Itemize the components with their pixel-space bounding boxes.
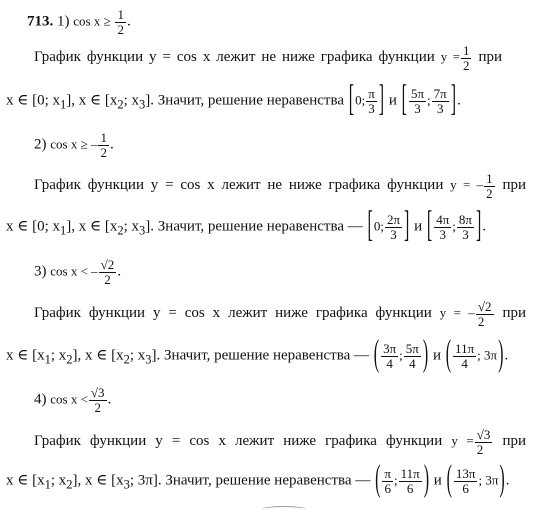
math-text: y = –: [450, 177, 484, 193]
math-text: 1: [44, 352, 51, 367]
math-text: 5π: [405, 341, 419, 356]
math-text: ]. Значит, решение неравенства —: [145, 218, 363, 235]
part-4-answer: [6, 460, 510, 500]
math-text: ; x: [123, 92, 140, 109]
math-text: 2: [117, 97, 124, 112]
math-text: ; x: [129, 347, 146, 364]
math-text: 7π: [433, 86, 447, 101]
fraction: [399, 467, 422, 495]
math-text: ; 3π: [477, 347, 498, 363]
inequality-1: cos x ≥: [73, 13, 111, 29]
math-text: cos x ≥ –: [50, 136, 98, 152]
math-text: x ∈ [x: [6, 472, 45, 489]
math-text: ;: [393, 472, 398, 488]
math-text: x ∈ [0; x: [6, 218, 61, 235]
math-text: 2: [100, 144, 107, 160]
math-text: 11π: [400, 466, 420, 481]
math-text: ]. Значит, решение неравенства —: [151, 347, 369, 364]
math-text: 3: [390, 226, 397, 242]
math-text: √2: [100, 257, 115, 272]
math-text: 2: [66, 477, 73, 492]
math-text: 8π: [458, 212, 472, 227]
math-text: 4: [409, 355, 416, 371]
math-text: 4π: [436, 212, 450, 227]
math-text: 3: [436, 100, 444, 116]
math-text: при: [502, 433, 526, 450]
fraction: [115, 8, 126, 36]
math-text: π: [384, 466, 391, 481]
math-text: .: [109, 136, 114, 153]
math-text: 3: [123, 477, 130, 492]
math-text: .: [457, 92, 461, 109]
math-text: 1: [100, 130, 107, 145]
math-text: 3: [139, 223, 146, 238]
fraction: [457, 213, 474, 241]
fraction: [432, 87, 449, 115]
math-text: при: [502, 305, 527, 322]
math-text: 0;: [355, 92, 366, 108]
part-2-answer: [6, 206, 487, 246]
math-text: 5π: [410, 86, 425, 101]
math-text: x ∈ [0; x: [6, 92, 61, 109]
math-text: ; x: [123, 218, 140, 235]
math-text: ], x ∈ [x: [66, 218, 118, 235]
fraction: [381, 342, 398, 370]
math-text: ;: [399, 347, 403, 363]
part-3-header: [34, 258, 121, 286]
math-text: y =: [451, 433, 474, 449]
part-2-header: [34, 131, 114, 159]
part-4-header: [34, 386, 111, 414]
bracket: ): [423, 460, 430, 500]
math-text: 2: [123, 352, 130, 367]
math-text: √3: [90, 385, 105, 400]
math-text: 2: [94, 399, 101, 415]
math-text: ], x ∈ [x: [72, 472, 124, 489]
fraction: [434, 213, 451, 241]
math-text: √2: [477, 299, 492, 314]
bracket: [: [401, 80, 407, 120]
fraction: [404, 342, 421, 370]
math-text: 11π: [455, 341, 475, 356]
math-text: 1: [117, 7, 124, 22]
math-text: √3: [476, 427, 491, 442]
math-text: ; 3π]. Значит, решение неравенства —: [129, 472, 371, 489]
math-text: 4: [386, 355, 393, 371]
fraction: [99, 258, 117, 286]
math-text: 3: [414, 100, 421, 116]
math-text: 2: [66, 352, 73, 367]
sentence-text: График функции y = cos x лежит не ниже графика функции: [34, 49, 435, 66]
math-text: 1: [60, 223, 67, 238]
math-text: 2: [117, 21, 124, 37]
math-text: и: [432, 347, 441, 364]
math-text: ; x: [50, 347, 67, 364]
math-text: x ∈ [x: [6, 347, 45, 364]
problem-number: 713.: [27, 13, 54, 30]
fraction: [98, 131, 109, 159]
math-text: ], x ∈ [x: [72, 347, 124, 364]
fraction: [453, 342, 476, 370]
bracket: (: [446, 460, 452, 500]
math-text: 2: [476, 441, 484, 457]
math-text: 0;: [373, 218, 384, 234]
part-3-sentence: [34, 300, 526, 328]
math-text: 4): [34, 391, 47, 408]
bracket: ): [498, 335, 504, 375]
part-3-answer: [6, 335, 509, 375]
fraction: [476, 300, 494, 328]
bracket: (: [375, 460, 381, 500]
math-text: 2: [104, 271, 111, 287]
bracket: ]: [450, 80, 457, 120]
fraction: [382, 467, 393, 495]
bracket: ): [422, 335, 429, 375]
math-text: cos x <: [50, 391, 88, 407]
bracket: [: [426, 206, 433, 246]
math-text: График функции y = cos x лежит ниже графика функции: [34, 433, 443, 450]
math-text: .: [482, 218, 487, 235]
math-text: 13π: [455, 466, 476, 481]
fraction: [484, 172, 495, 200]
math-text: 2: [477, 313, 485, 329]
math-text: 3: [439, 226, 446, 242]
math-text: y =: [440, 49, 460, 65]
math-text: cos x < –: [50, 263, 98, 279]
math-text: ], x ∈ [x: [66, 92, 118, 109]
math-text: .: [117, 263, 122, 280]
math-text: 4: [461, 355, 468, 371]
part-1-label: 1): [57, 13, 70, 30]
math-text: 3: [462, 226, 469, 242]
math-text: 3: [145, 352, 152, 367]
math-text: 1: [60, 97, 67, 112]
math-text: 1: [486, 171, 493, 186]
math-text: 2): [34, 136, 47, 153]
part-4-sentence: [34, 428, 526, 456]
math-text: ;: [427, 92, 431, 108]
fraction: [454, 467, 478, 495]
math-text: .: [107, 391, 112, 408]
math-text: ]. Значит, решение неравенства: [145, 92, 344, 109]
math-text: 6: [384, 480, 391, 496]
math-text: y = –: [439, 305, 475, 321]
math-text: .: [504, 347, 509, 364]
math-text: 3π: [383, 341, 397, 356]
math-expr: [439, 299, 495, 329]
fraction: [409, 87, 426, 115]
math-text: 2: [486, 185, 493, 201]
bracket: ): [499, 460, 505, 500]
math-expr: [450, 171, 495, 201]
math-text: .: [126, 13, 131, 30]
fraction: [475, 428, 493, 456]
part-2-sentence: [34, 172, 526, 200]
fraction: [89, 386, 107, 414]
math-text: и: [388, 92, 397, 109]
math-text: ;: [452, 218, 456, 234]
bracket: ]: [404, 206, 410, 246]
pri-word: при: [478, 49, 502, 66]
math-text: .: [505, 472, 510, 489]
math-text: 2: [117, 223, 124, 238]
fraction: [461, 44, 472, 72]
bracket-close: ]: [378, 80, 385, 120]
math-text: 6: [406, 480, 414, 496]
fraction: [366, 87, 377, 115]
math-text: и: [414, 218, 423, 235]
math-text: 3: [368, 100, 375, 116]
math-text: ; x: [50, 472, 67, 489]
math-text: 2π: [386, 212, 401, 227]
math-text: График функции y = cos x лежит не ниже графика функции: [34, 177, 444, 194]
math-text: π: [368, 86, 375, 101]
bracket: [: [367, 206, 373, 246]
math-text: ; 3π: [478, 472, 499, 488]
part-1-answer: [6, 80, 461, 120]
bracket-open: [: [348, 80, 355, 120]
math-text: График функции y = cos x лежит ниже графика функции: [34, 305, 432, 322]
y-equals: [440, 43, 473, 73]
math-text: 2: [462, 57, 470, 73]
part-1-sentence: [34, 44, 502, 72]
part-1-header: [27, 8, 131, 36]
math-text: 6: [462, 480, 469, 496]
math-text: и: [433, 472, 442, 489]
math-text: 3): [34, 263, 47, 280]
bracket: ]: [476, 206, 482, 246]
math-text: 3: [139, 97, 146, 112]
cut-off-bracket-mark: [262, 506, 306, 513]
fraction: [385, 213, 402, 241]
bracket: (: [373, 335, 380, 375]
math-text: 1: [462, 43, 470, 58]
math-expr: [451, 427, 493, 457]
math-text: 1: [44, 477, 51, 492]
math-text: при: [502, 177, 526, 194]
bracket: (: [445, 335, 452, 375]
